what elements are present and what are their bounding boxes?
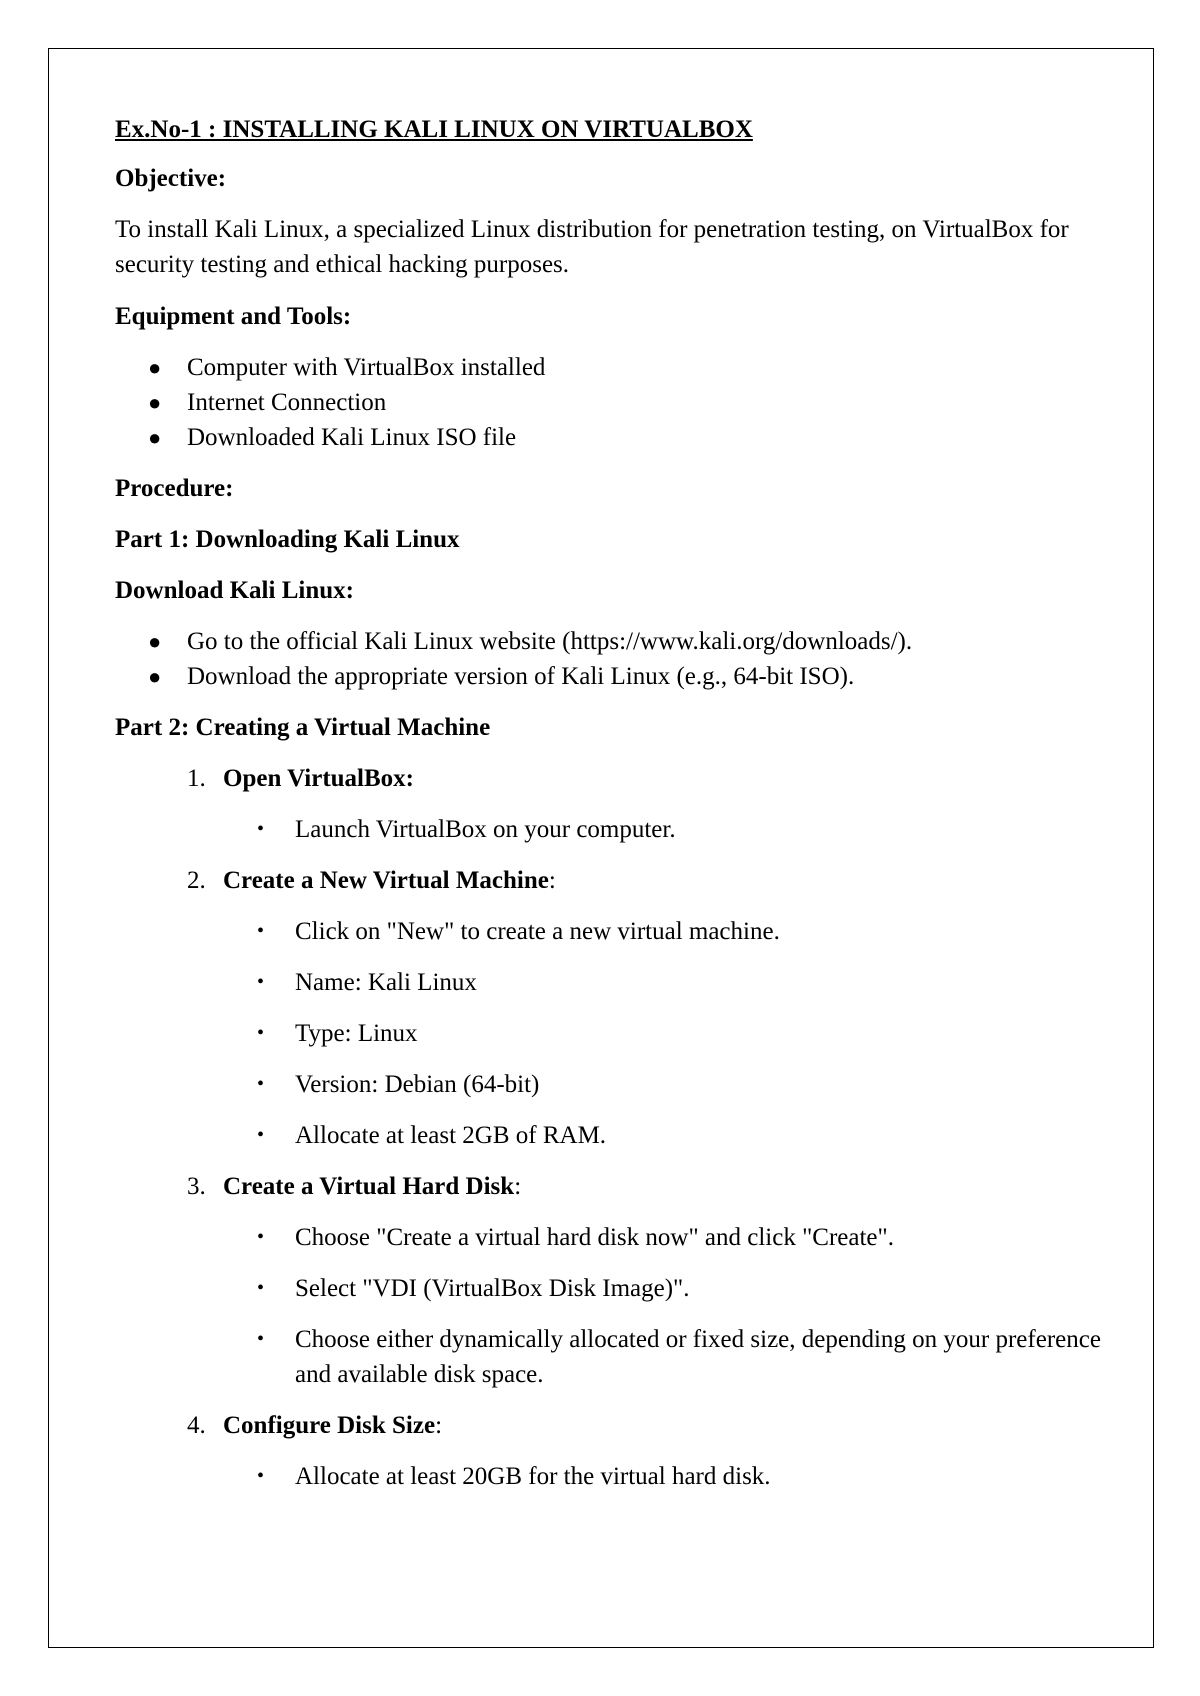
objective-heading: Objective: [115, 165, 227, 192]
list-item [115, 1271, 1105, 1306]
step-item-text: Name: Kali Linux [295, 969, 477, 996]
equipment-heading: Equipment and Tools: [115, 303, 352, 330]
bullet-icon: ● [148, 355, 162, 380]
step-4-list [115, 1459, 1105, 1494]
list-item [115, 624, 1105, 659]
bullet-icon: ● [148, 390, 162, 415]
step-label: Create a New Virtual Machine [223, 867, 549, 894]
list-item [115, 914, 1105, 949]
document-body [115, 112, 1105, 1510]
objective-text: To install Kali Linux, a specialized Linux distribution for penetration testing, on VirtualBox for security testing and ethical hacking purposes. [115, 216, 1069, 278]
equipment-item-text: Internet Connection [187, 389, 387, 416]
step-suffix: : [435, 1412, 443, 1439]
procedure-heading: Procedure: [115, 475, 234, 502]
step-item-text: Click on "New" to create a new virtual machine. [295, 918, 780, 945]
step-label: Configure Disk Size [223, 1412, 436, 1439]
step-1 [115, 761, 1105, 796]
step-number: 4. [187, 1412, 206, 1439]
step-item-text: Version: Debian (64-bit) [295, 1071, 540, 1098]
list-item [115, 1322, 1105, 1392]
step-item-text: Allocate at least 20GB for the virtual hard disk. [295, 1463, 771, 1490]
list-item [115, 659, 1105, 694]
list-item [115, 385, 1105, 420]
download-list [115, 624, 1105, 694]
equipment-item-text: Computer with VirtualBox installed [187, 354, 546, 381]
step-suffix: : [514, 1173, 522, 1200]
step-item-text: Choose "Create a virtual hard disk now" and click "Create". [295, 1224, 894, 1251]
step-number: 2. [187, 867, 206, 894]
step-label: Create a Virtual Hard Disk [223, 1173, 515, 1200]
equipment-list [115, 350, 1105, 455]
download-item-text: Download the appropriate version of Kali Linux (e.g., 64-bit ISO). [187, 663, 855, 690]
bullet-icon: • [257, 920, 265, 942]
bullet-icon: • [257, 971, 265, 993]
bullet-icon: • [257, 1022, 265, 1044]
bullet-icon: ● [148, 629, 162, 654]
list-item [115, 1220, 1105, 1255]
step-item-text: Launch VirtualBox on your computer. [295, 816, 676, 843]
bullet-icon: • [257, 1328, 265, 1350]
step-label: Open VirtualBox: [223, 765, 414, 792]
download-item-text: Go to the official Kali Linux website (https://www.kali.org/downloads/). [187, 628, 913, 655]
step-suffix: : [548, 867, 556, 894]
step-item-text: Choose either dynamically allocated or fixed size, depending on your preference and available disk space. [295, 1326, 1101, 1388]
bullet-icon: ● [148, 664, 162, 689]
bullet-icon: • [257, 1073, 265, 1095]
document-title: Ex.No-1 : INSTALLING KALI LINUX ON VIRTUALBOX [115, 116, 753, 143]
bullet-icon: • [257, 1465, 265, 1487]
step-2 [115, 863, 1105, 898]
part1-heading: Part 1: Downloading Kali Linux [115, 526, 460, 553]
list-item [115, 812, 1105, 847]
part2-heading: Part 2: Creating a Virtual Machine [115, 714, 491, 741]
list-item [115, 1118, 1105, 1153]
step-3-list [115, 1220, 1105, 1392]
list-item [115, 1016, 1105, 1051]
step-number: 3. [187, 1173, 206, 1200]
bullet-icon: • [257, 818, 265, 840]
bullet-icon: • [257, 1226, 265, 1248]
list-item [115, 1067, 1105, 1102]
list-item [115, 420, 1105, 455]
step-4 [115, 1408, 1105, 1443]
step-2-list [115, 914, 1105, 1153]
step-number: 1. [187, 765, 206, 792]
equipment-item-text: Downloaded Kali Linux ISO file [187, 424, 517, 451]
step-3 [115, 1169, 1105, 1204]
download-heading: Download Kali Linux: [115, 577, 354, 604]
bullet-icon: • [257, 1124, 265, 1146]
step-item-text: Select "VDI (VirtualBox Disk Image)". [295, 1275, 690, 1302]
step-item-text: Type: Linux [295, 1020, 418, 1047]
step-1-list [115, 812, 1105, 847]
list-item [115, 965, 1105, 1000]
bullet-icon: ● [148, 425, 162, 450]
list-item [115, 1459, 1105, 1494]
step-item-text: Allocate at least 2GB of RAM. [295, 1122, 607, 1149]
bullet-icon: • [257, 1277, 265, 1299]
list-item [115, 350, 1105, 385]
